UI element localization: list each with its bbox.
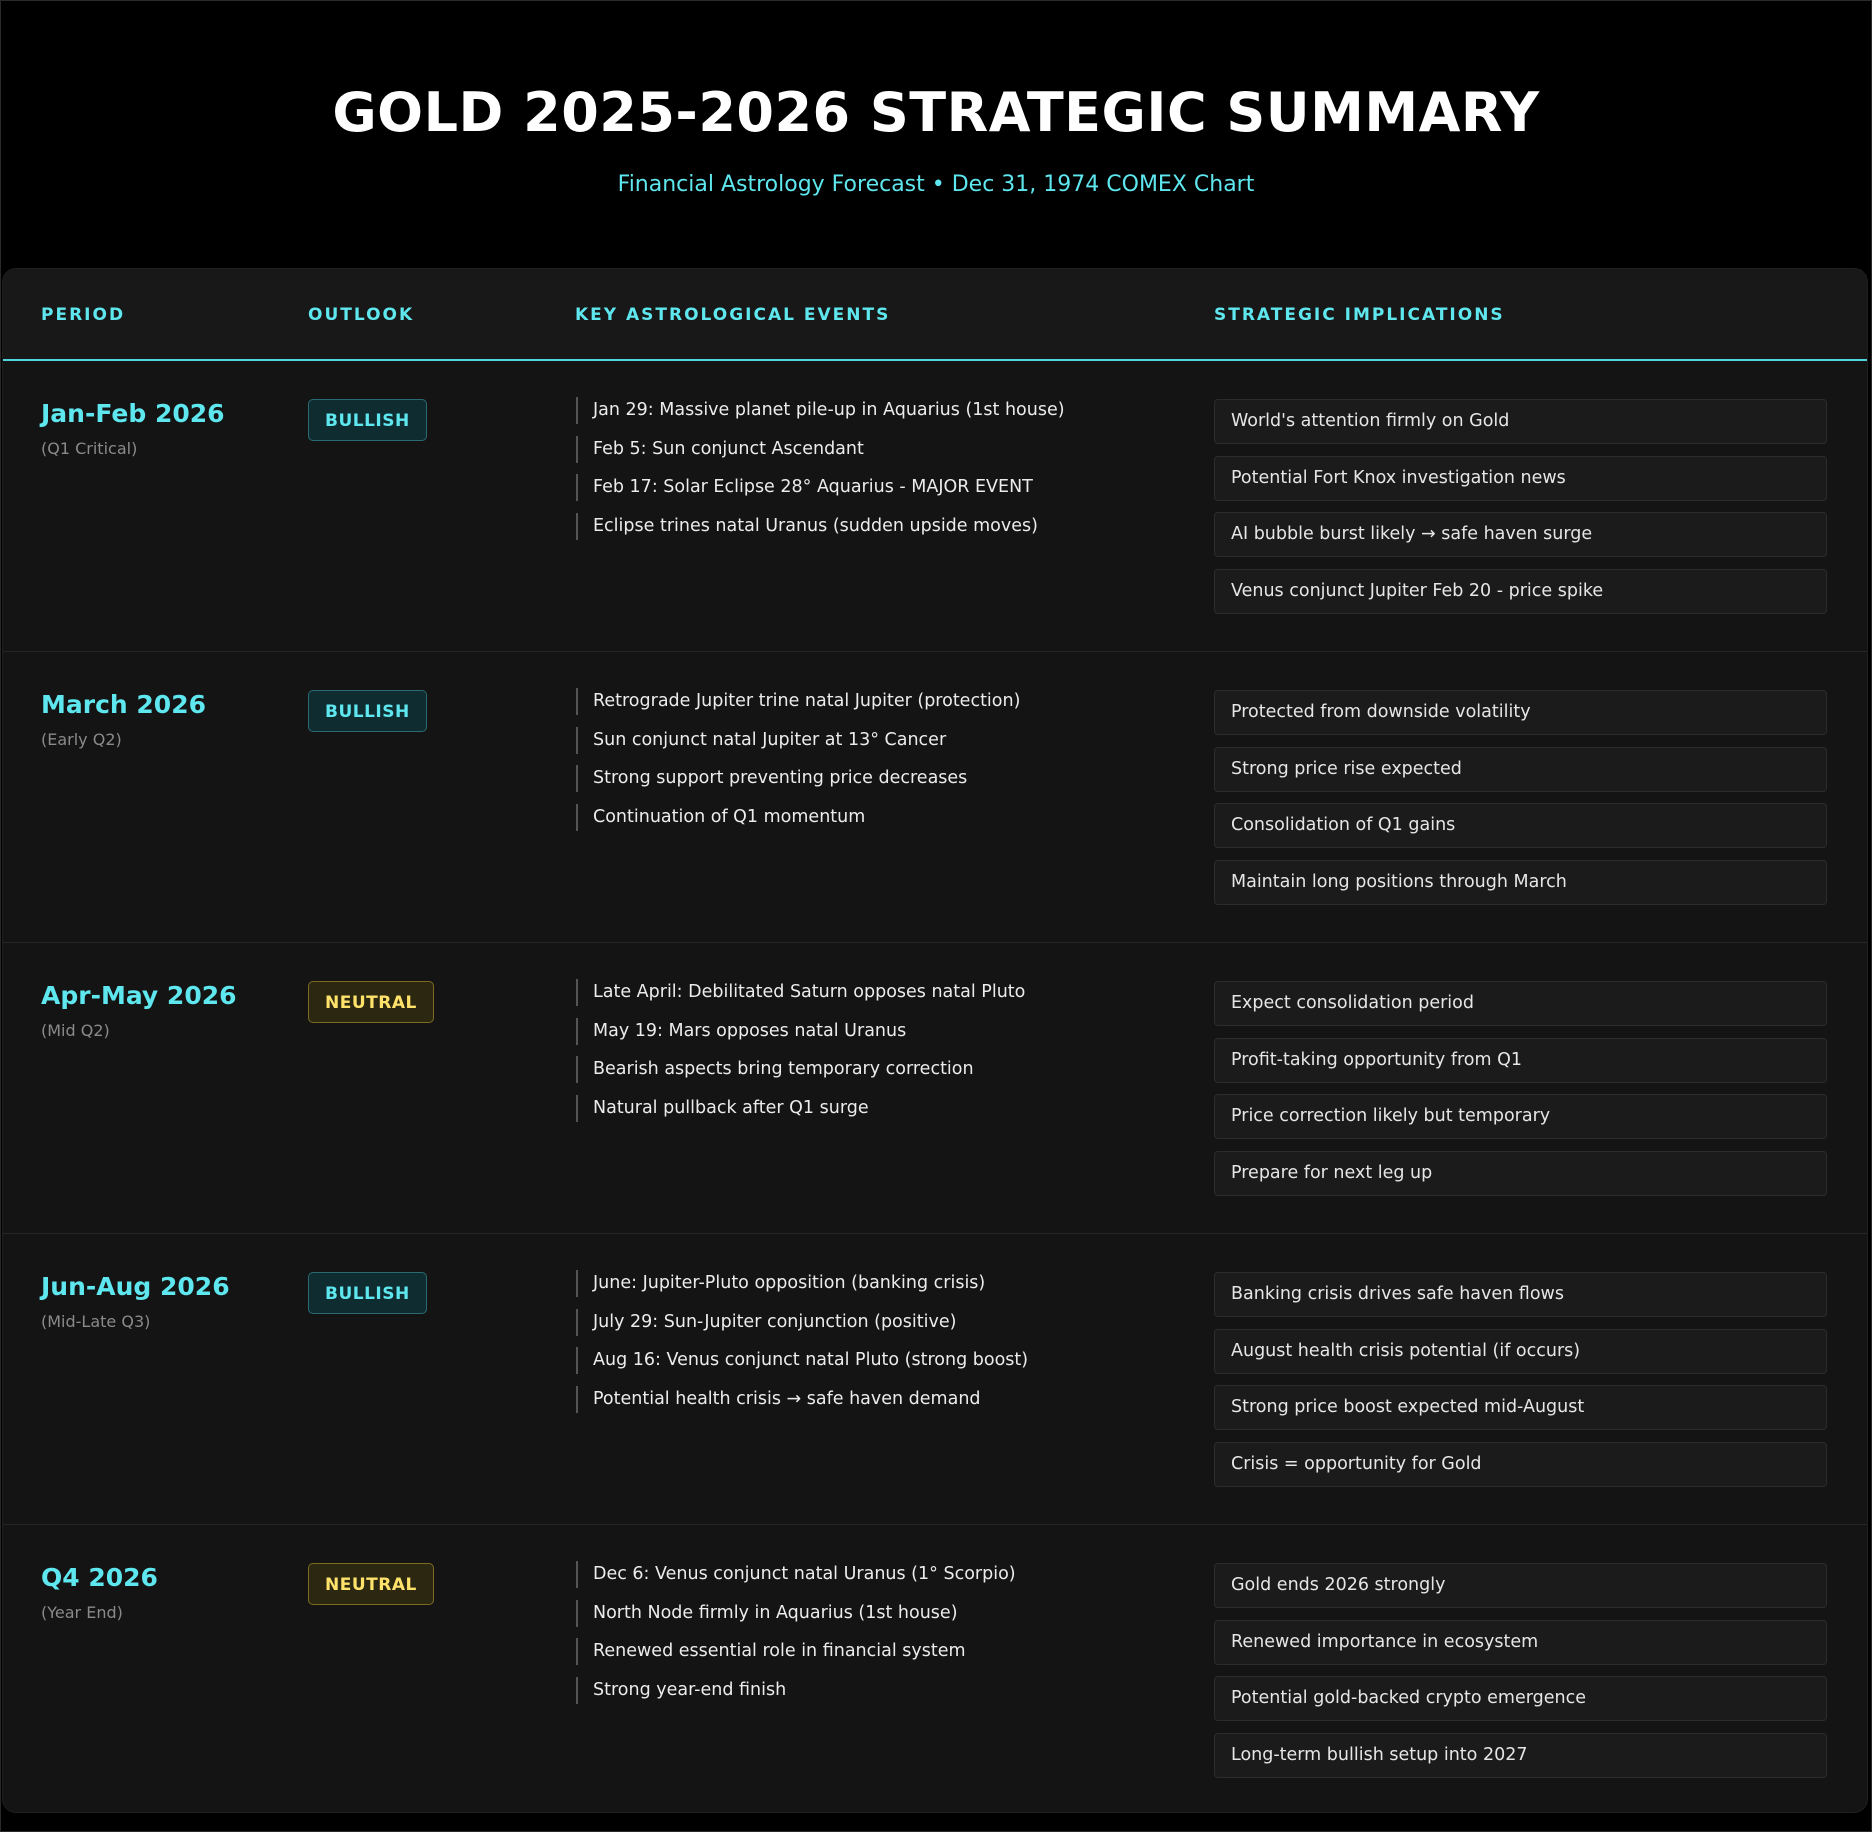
event-item: Eclipse trines natal Uranus (sudden upside moves) (575, 511, 1185, 541)
implication-item: August health crisis potential (if occurs) (1214, 1329, 1827, 1374)
event-item: Dec 6: Venus conjunct natal Uranus (1° Scorpio) (575, 1559, 1185, 1589)
implication-item: AI bubble burst likely → safe haven surge (1214, 512, 1827, 557)
table-row (3, 1525, 1867, 1813)
event-item: Potential health crisis → safe haven demand (575, 1384, 1185, 1414)
implication-item: Strong price rise expected (1214, 747, 1827, 792)
period-name: March 2026 (41, 690, 206, 719)
page-title: GOLD 2025-2026 STRATEGIC SUMMARY (332, 81, 1540, 144)
page-header (0, 0, 1872, 268)
implication-item: Gold ends 2026 strongly (1214, 1563, 1827, 1608)
implication-item: Prepare for next leg up (1214, 1151, 1827, 1196)
event-item: May 19: Mars opposes natal Uranus (575, 1016, 1185, 1046)
implication-item: Crisis = opportunity for Gold (1214, 1442, 1827, 1487)
period-name: Jan-Feb 2026 (41, 399, 225, 428)
implication-item: Expect consolidation period (1214, 981, 1827, 1026)
table-header (3, 269, 1867, 361)
period-name: Jun-Aug 2026 (41, 1272, 230, 1301)
column-header-outlook: OUTLOOK (308, 305, 415, 325)
event-item: Retrograde Jupiter trine natal Jupiter (protection) (575, 686, 1185, 716)
event-item: Aug 16: Venus conjunct natal Pluto (strong boost) (575, 1345, 1185, 1375)
events-list (575, 686, 1185, 840)
implication-item: Venus conjunct Jupiter Feb 20 - price spike (1214, 569, 1827, 614)
event-item: Continuation of Q1 momentum (575, 802, 1185, 832)
table-row (3, 652, 1867, 943)
outlook-badge: BULLISH (308, 399, 427, 441)
implications-list (1214, 399, 1827, 625)
period-name: Q4 2026 (41, 1563, 158, 1592)
events-list (575, 977, 1185, 1131)
event-item: Strong year-end finish (575, 1675, 1185, 1705)
event-item: Strong support preventing price decreases (575, 763, 1185, 793)
period-subtitle: (Early Q2) (41, 730, 122, 749)
implications-list (1214, 690, 1827, 916)
table-row (3, 943, 1867, 1234)
column-header-implications: STRATEGIC IMPLICATIONS (1214, 305, 1505, 325)
events-list (575, 1559, 1185, 1713)
implication-item: Long-term bullish setup into 2027 (1214, 1733, 1827, 1778)
implication-item: World's attention firmly on Gold (1214, 399, 1827, 444)
events-list (575, 395, 1185, 549)
implication-item: Potential gold-backed crypto emergence (1214, 1676, 1827, 1721)
outlook-badge: NEUTRAL (308, 981, 434, 1023)
event-item: Renewed essential role in financial system (575, 1636, 1185, 1666)
period-subtitle: (Mid-Late Q3) (41, 1312, 151, 1331)
event-item: Natural pullback after Q1 surge (575, 1093, 1185, 1123)
event-item: Late April: Debilitated Saturn opposes natal Pluto (575, 977, 1185, 1007)
implication-item: Price correction likely but temporary (1214, 1094, 1827, 1139)
column-header-events: KEY ASTROLOGICAL EVENTS (575, 305, 891, 325)
period-subtitle: (Year End) (41, 1603, 123, 1622)
events-list (575, 1268, 1185, 1422)
implication-item: Protected from downside volatility (1214, 690, 1827, 735)
outlook-badge: NEUTRAL (308, 1563, 434, 1605)
table-row (3, 361, 1867, 652)
implication-item: Potential Fort Knox investigation news (1214, 456, 1827, 501)
period-subtitle: (Mid Q2) (41, 1021, 110, 1040)
outlook-badge: BULLISH (308, 690, 427, 732)
event-item: Feb 17: Solar Eclipse 28° Aquarius - MAJOR EVENT (575, 472, 1185, 502)
implications-list (1214, 1272, 1827, 1498)
event-item: North Node firmly in Aquarius (1st house) (575, 1598, 1185, 1628)
implications-list (1214, 981, 1827, 1207)
implication-item: Renewed importance in ecosystem (1214, 1620, 1827, 1665)
event-item: Bearish aspects bring temporary correction (575, 1054, 1185, 1084)
event-item: Feb 5: Sun conjunct Ascendant (575, 434, 1185, 464)
summary-table (2, 268, 1868, 1813)
implication-item: Maintain long positions through March (1214, 860, 1827, 905)
event-item: Jan 29: Massive planet pile-up in Aquarius (1st house) (575, 395, 1185, 425)
period-name: Apr-May 2026 (41, 981, 237, 1010)
implication-item: Strong price boost expected mid-August (1214, 1385, 1827, 1430)
implications-list (1214, 1563, 1827, 1789)
page-subtitle: Financial Astrology Forecast • Dec 31, 1974 COMEX Chart (617, 172, 1255, 197)
event-item: June: Jupiter-Pluto opposition (banking crisis) (575, 1268, 1185, 1298)
column-header-period: PERIOD (41, 305, 126, 325)
event-item: July 29: Sun-Jupiter conjunction (positive) (575, 1307, 1185, 1337)
event-item: Sun conjunct natal Jupiter at 13° Cancer (575, 725, 1185, 755)
implication-item: Profit-taking opportunity from Q1 (1214, 1038, 1827, 1083)
implication-item: Banking crisis drives safe haven flows (1214, 1272, 1827, 1317)
outlook-badge: BULLISH (308, 1272, 427, 1314)
implication-item: Consolidation of Q1 gains (1214, 803, 1827, 848)
table-row (3, 1234, 1867, 1525)
period-subtitle: (Q1 Critical) (41, 439, 138, 458)
